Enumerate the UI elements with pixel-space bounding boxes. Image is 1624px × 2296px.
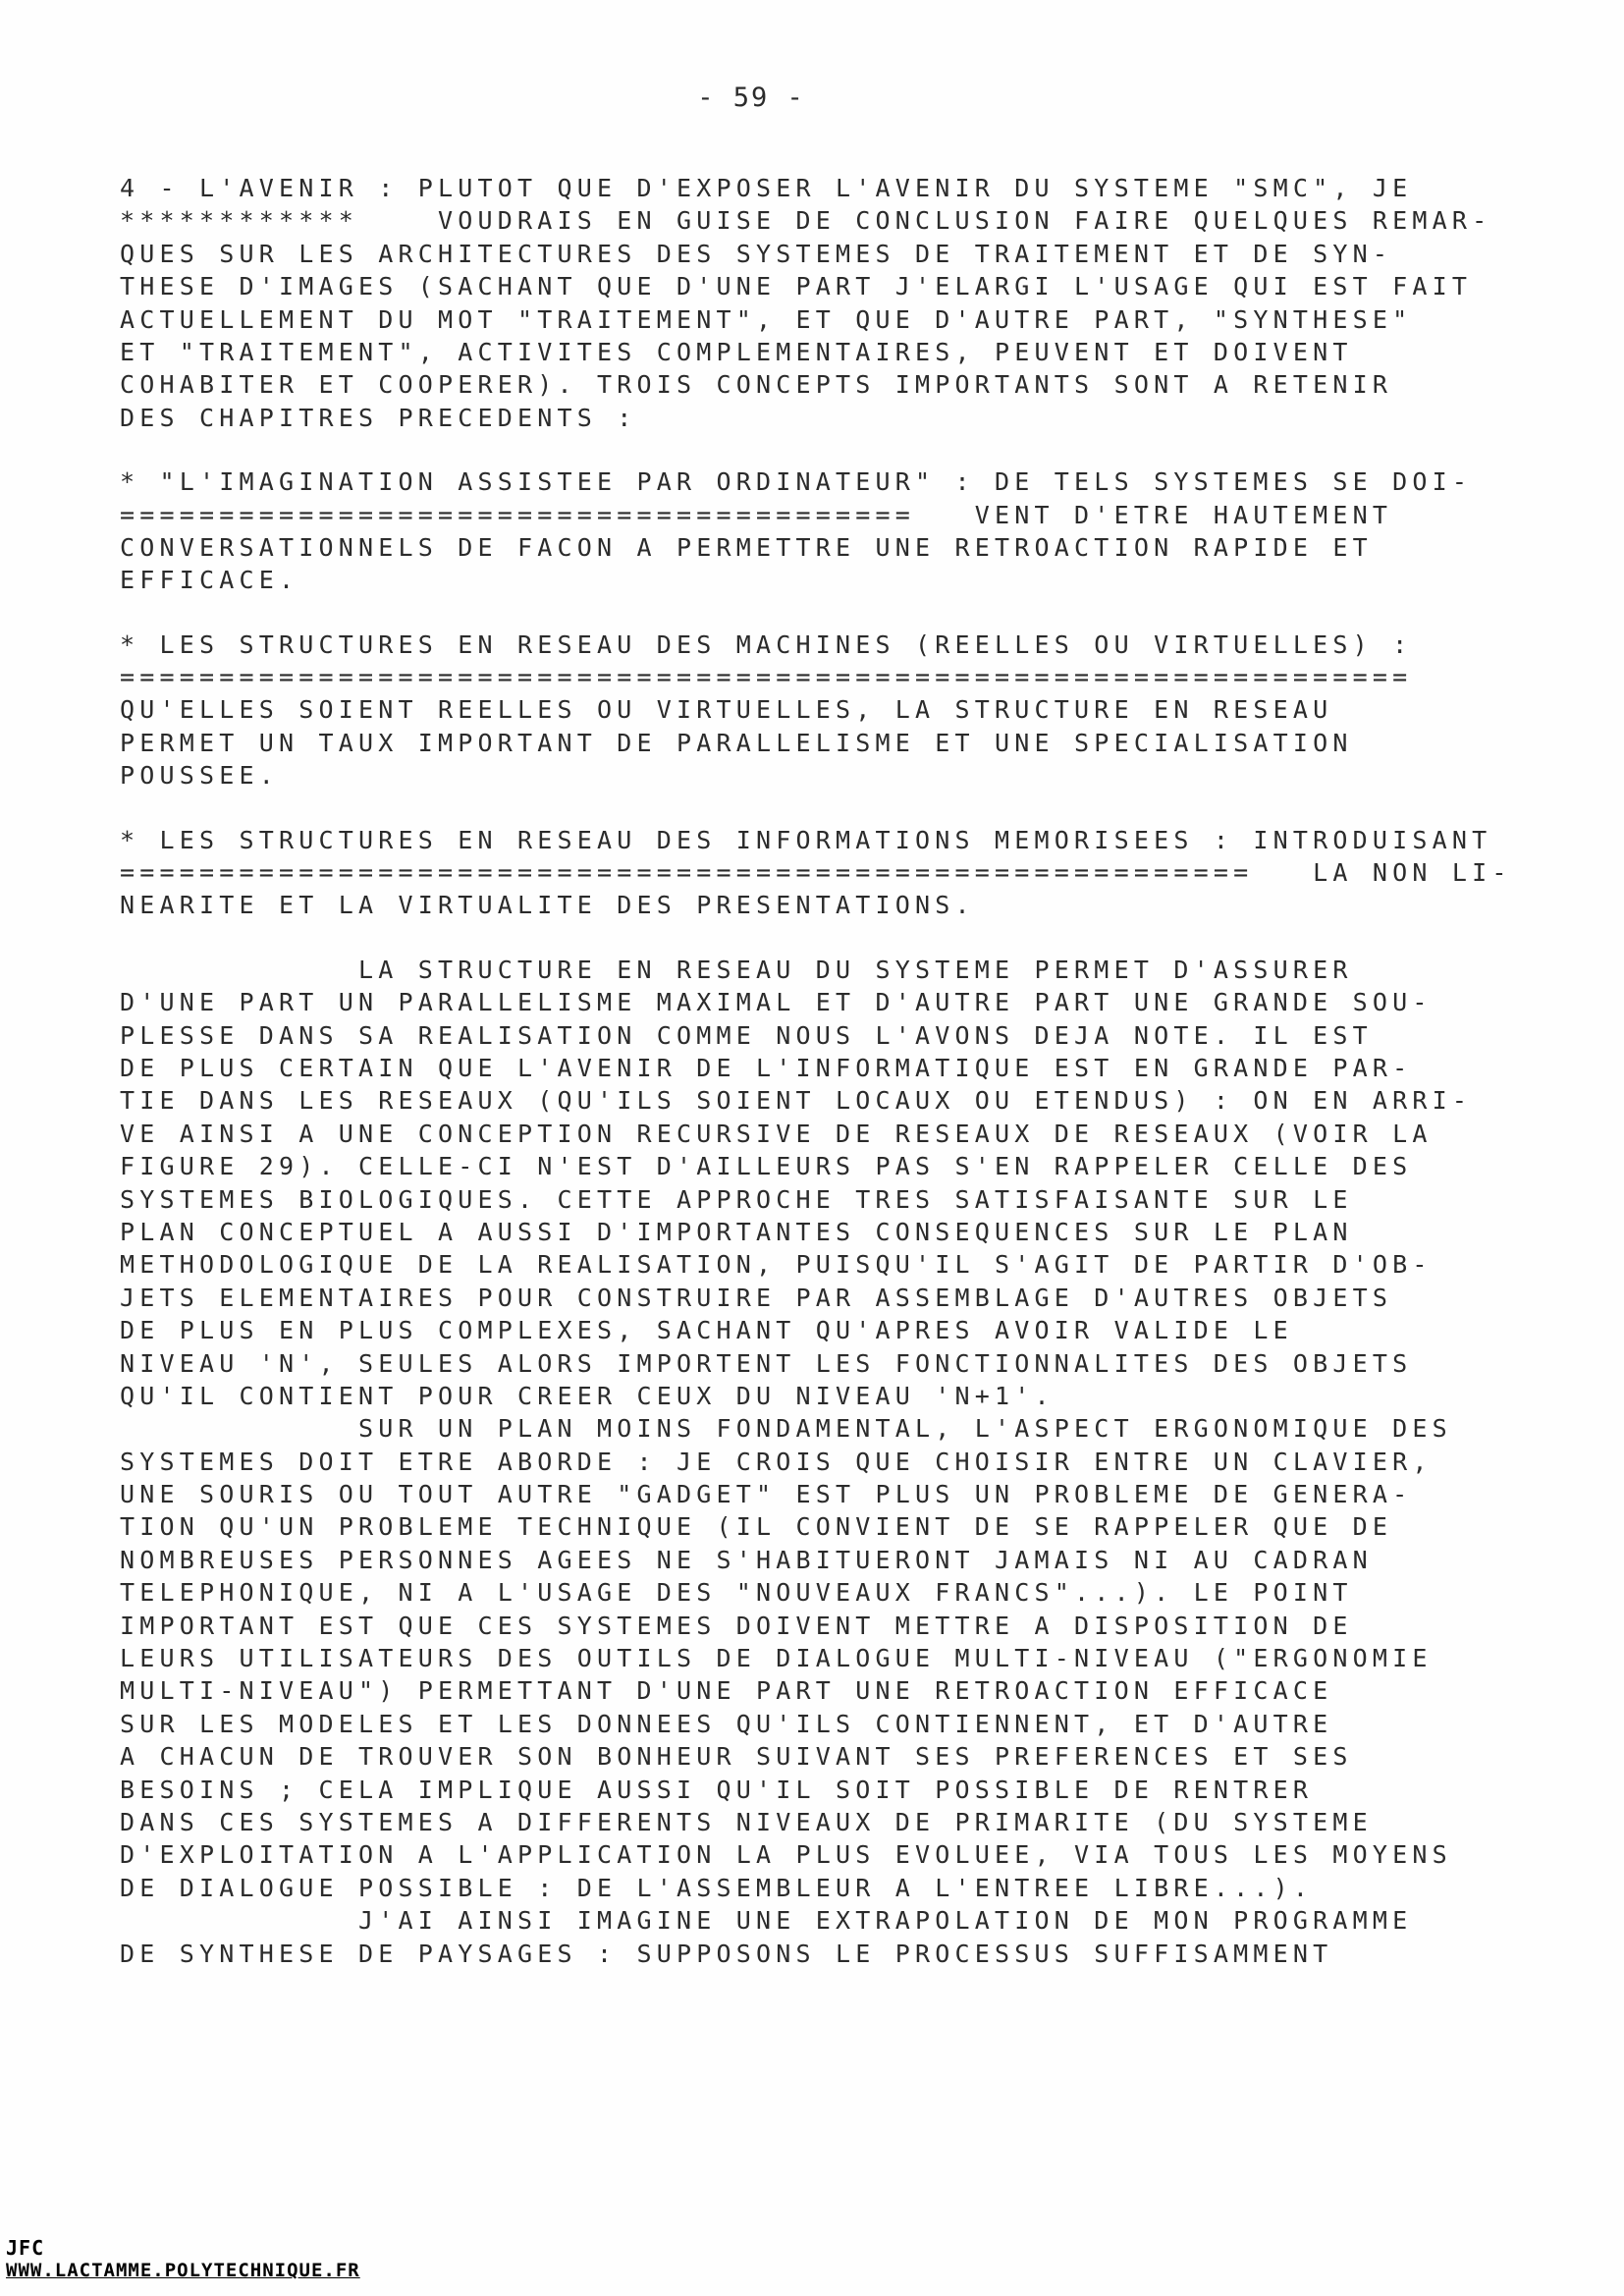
paragraph [120,629,1494,793]
text-line: J'AI AINSI IMAGINE UNE EXTRAPOLATION DE MON PROGRAMME [120,1906,1413,1936]
text-line: SUR UN PLAN MOINS FONDAMENTAL, L'ASPECT ERGONOMIQUE DES [120,1414,1452,1444]
text-line: QU'ELLES SOIENT REELLES OU VIRTUELLES, LA STRUCTURE EN RESEAU [120,695,1333,725]
text-line: * LES STRUCTURES EN RESEAU DES MACHINES (REELLES OU VIRTUELLES) : [120,629,1413,659]
text-line: ET "TRAITEMENT", ACTIVITES COMPLEMENTAIRES, PEUVENT ET DOIVENT [120,337,1353,366]
paragraph-gap [120,793,1494,824]
text-line: ========================================================= LA NON LI- [120,858,1512,888]
paragraph-gap [120,922,1494,954]
paragraph-gap [120,597,1494,629]
text-line: METHODOLOGIQUE DE LA REALISATION, PUISQU'IL S'AGIT DE PARTIR D'OB- [120,1250,1433,1280]
text-line: TELEPHONIQUE, NI A L'USAGE DES "NOUVEAUX FRANCS"...). LE POINT [120,1578,1353,1608]
text-line: COHABITER ET COOPERER). TROIS CONCEPTS IMPORTANTS SONT A RETENIR [120,370,1393,400]
text-line: D'UNE PART UN PARALLELISME MAXIMAL ET D'AUTRE PART UNE GRANDE SOU- [120,988,1433,1017]
text-line: IMPORTANT EST QUE CES SYSTEMES DOIVENT METTRE A DISPOSITION DE [120,1611,1353,1640]
text-line: DANS CES SYSTEMES A DIFFERENTS NIVEAUX DE PRIMARITE (DU SYSTEME [120,1807,1373,1836]
paragraph [120,172,1494,434]
text-line: 4 - L'AVENIR : PLUTOT QUE D'EXPOSER L'AVENIR DU SYSTEME "SMC", JE [120,174,1413,202]
text-line: TIE DANS LES RESEAUX (QU'ILS SOIENT LOCAUX OU ETENDUS) : ON EN ARRI- [120,1086,1473,1116]
paragraph [120,954,1494,1970]
paragraph-gap [120,434,1494,465]
text-line: ======================================== VENT D'ETRE HAUTEMENT [120,500,1393,529]
text-line: DE DIALOGUE POSSIBLE : DE L'ASSEMBLEUR A L'ENTREE LIBRE...). [120,1873,1314,1902]
text-line: SYSTEMES DOIT ETRE ABORDE : JE CROIS QUE CHOISIR ENTRE UN CLAVIER, [120,1447,1433,1476]
text-line: MULTI-NIVEAU") PERMETTANT D'UNE PART UNE RETROACTION EFFICACE [120,1676,1333,1706]
text-line: * LES STRUCTURES EN RESEAU DES INFORMATIONS MEMORISEES : INTRODUISANT [120,825,1492,854]
text-line: TION QU'UN PROBLEME TECHNIQUE (IL CONVIENT DE SE RAPPELER QUE DE [120,1512,1393,1542]
text-line: DE SYNTHESE DE PAYSAGES : SUPPOSONS LE PROCESSUS SUFFISAMMENT [120,1939,1333,1968]
text-line: PERMET UN TAUX IMPORTANT DE PARALLELISME ET UNE SPECIALISATION [120,728,1353,757]
text-line: PLAN CONCEPTUEL A AUSSI D'IMPORTANTES CONSEQUENCES SUR LE PLAN [120,1217,1353,1246]
text-line: QU'IL CONTIENT POUR CREER CEUX DU NIVEAU 'N+1'. [120,1381,1055,1410]
text-line: A CHACUN DE TROUVER SON BONHEUR SUIVANT SES PREFERENCES ET SES [120,1742,1353,1772]
text-line: D'EXPLOITATION A L'APPLICATION LA PLUS EVOLUEE, VIA TOUS LES MOYENS [120,1840,1452,1870]
text-line: NIVEAU 'N', SEULES ALORS IMPORTENT LES FONCTIONNALITES DES OBJETS [120,1348,1413,1378]
footer-logo-text: JFC [6,2236,45,2260]
text-line: ACTUELLEMENT DU MOT "TRAITEMENT", ET QUE D'AUTRE PART, "SYNTHESE" [120,304,1413,334]
footer-watermark [6,2237,360,2282]
paragraph [120,465,1494,597]
text-line: ================================================================= [120,663,1413,692]
text-line: JETS ELEMENTAIRES POUR CONSTRUIRE PAR ASSEMBLAGE D'AUTRES OBJETS [120,1283,1393,1312]
text-line: UNE SOURIS OU TOUT AUTRE "GADGET" EST PLUS UN PROBLEME DE GENERA- [120,1480,1413,1509]
text-line: EFFICACE. [120,566,299,595]
text-line: SUR LES MODELES ET LES DONNEES QU'ILS CONTIENNENT, ET D'AUTRE [120,1709,1333,1738]
text-line: DE PLUS CERTAIN QUE L'AVENIR DE L'INFORMATIQUE EST EN GRANDE PAR- [120,1053,1413,1082]
text-line: PLESSE DANS SA REALISATION COMME NOUS L'AVONS DEJA NOTE. IL EST [120,1020,1373,1050]
text-line: DES CHAPITRES PRECEDENTS : [120,403,637,432]
text-line: LA STRUCTURE EN RESEAU DU SYSTEME PERMET D'ASSURER [120,955,1353,984]
text-line: THESE D'IMAGES (SACHANT QUE D'UNE PART J'ELARGI L'USAGE QUI EST FAIT [120,272,1473,301]
text-line: NOMBREUSES PERSONNES AGEES NE S'HABITUERONT JAMAIS NI AU CADRAN [120,1545,1373,1574]
text-line: QUES SUR LES ARCHITECTURES DES SYSTEMES DE TRAITEMENT ET DE SYN- [120,239,1393,268]
text-line: LEURS UTILISATEURS DES OUTILS DE DIALOGUE MULTI-NIVEAU ("ERGONOMIE [120,1644,1433,1673]
text-line: POUSSEE. [120,761,280,791]
footer-url: WWW.LACTAMME.POLYTECHNIQUE.FR [6,2260,360,2281]
text-line: CONVERSATIONNELS DE FACON A PERMETTRE UNE RETROACTION RAPIDE ET [120,532,1373,562]
text-line: SYSTEMES BIOLOGIQUES. CETTE APPROCHE TRES SATISFAISANTE SUR LE [120,1184,1353,1214]
text-line: FIGURE 29). CELLE-CI N'EST D'AILLEURS PAS S'EN RAPPELER CELLE DES [120,1152,1413,1181]
text-line: BESOINS ; CELA IMPLIQUE AUSSI QU'IL SOIT POSSIBLE DE RENTRER [120,1775,1314,1804]
text-line: NEARITE ET LA VIRTUALITE DES PRESENTATIONS. [120,891,975,920]
text-line: ************ VOUDRAIS EN GUISE DE CONCLUSION FAIRE QUELQUES REMAR- [120,206,1492,236]
text-line: * "L'IMAGINATION ASSISTEE PAR ORDINATEUR" : DE TELS SYSTEMES SE DOI- [120,467,1473,497]
text-line: DE PLUS EN PLUS COMPLEXES, SACHANT QU'APRES AVOIR VALIDE LE [120,1316,1293,1345]
body-text [120,172,1512,1970]
page-number: - 59 - [697,82,805,113]
paragraph [120,824,1512,922]
text-line: VE AINSI A UNE CONCEPTION RECURSIVE DE RESEAUX DE RESEAUX (VOIR LA [120,1119,1433,1148]
